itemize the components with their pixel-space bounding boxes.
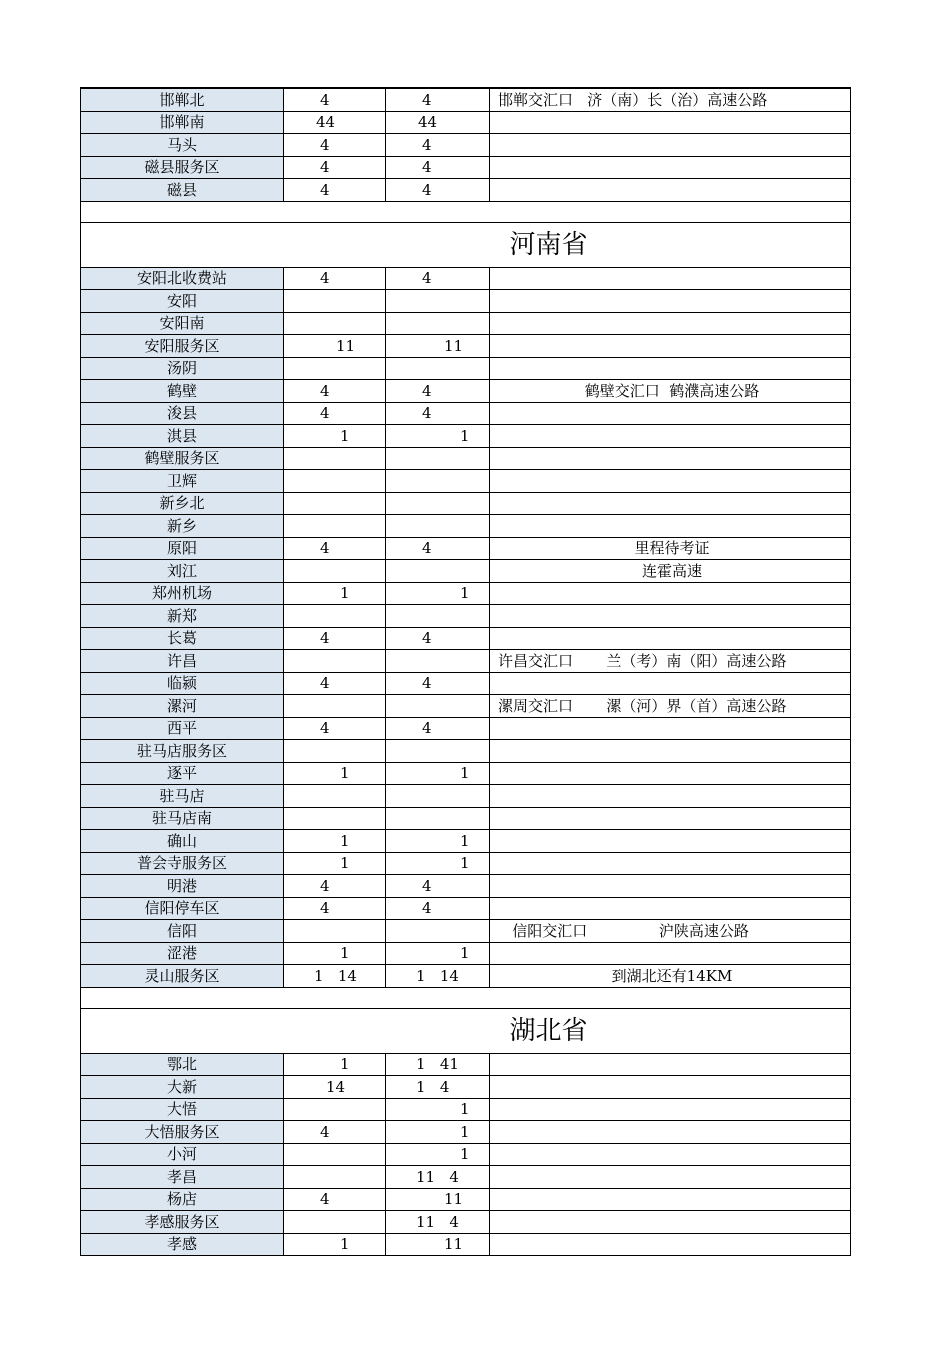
distance-b-cell: 1 (386, 582, 490, 605)
station-name-cell: 磁县服务区 (81, 156, 284, 179)
station-name-cell: 安阳北收费站 (81, 267, 284, 290)
distance-b-cell: 1 (386, 1121, 490, 1144)
distance-b-cell: 4 (386, 537, 490, 560)
station-name-cell: 原阳 (81, 537, 284, 560)
table-row (81, 965, 851, 988)
note-cell: 里程待考证 (490, 537, 851, 560)
distance-b-cell (386, 807, 490, 830)
section-header-row (81, 222, 851, 267)
mileage-table (80, 87, 851, 1256)
station-name-cell: 普会寺服务区 (81, 852, 284, 875)
note-cell: 到湖北还有14KM (490, 965, 851, 988)
station-name-cell: 信阳 (81, 920, 284, 943)
station-name-cell: 漯河 (81, 695, 284, 718)
note-cell (490, 402, 851, 425)
station-name-cell: 邯郸南 (81, 111, 284, 134)
note-cell (490, 605, 851, 628)
table-row (81, 1076, 851, 1099)
table-row (81, 582, 851, 605)
distance-a-cell (284, 807, 386, 830)
station-name-cell: 大悟服务区 (81, 1121, 284, 1144)
distance-a-cell: 4 (284, 267, 386, 290)
note-cell (490, 807, 851, 830)
distance-a-cell: 1 (284, 1233, 386, 1256)
distance-a-cell (284, 1211, 386, 1234)
station-name-cell: 鄂北 (81, 1053, 284, 1076)
station-name-cell: 杨店 (81, 1188, 284, 1211)
distance-b-cell: 11 4 (386, 1211, 490, 1234)
table-row (81, 156, 851, 179)
spacer-cell (81, 201, 851, 222)
note-cell (490, 852, 851, 875)
distance-b-cell (386, 470, 490, 493)
station-name-cell: 孝感服务区 (81, 1211, 284, 1234)
distance-a-cell (284, 695, 386, 718)
table-row (81, 312, 851, 335)
note-cell (490, 335, 851, 358)
table-row (81, 762, 851, 785)
note-cell (490, 1053, 851, 1076)
distance-a-cell (284, 785, 386, 808)
table-body (81, 88, 851, 1256)
distance-a-cell (284, 1098, 386, 1121)
distance-a-cell: 1 14 (284, 965, 386, 988)
distance-a-cell: 4 (284, 1188, 386, 1211)
table-row (81, 1143, 851, 1166)
note-cell (490, 830, 851, 853)
distance-a-cell: 1 (284, 942, 386, 965)
distance-b-cell (386, 492, 490, 515)
station-name-cell: 浚县 (81, 402, 284, 425)
distance-b-cell: 4 (386, 402, 490, 425)
distance-b-cell: 1 (386, 830, 490, 853)
station-name-cell: 邯郸北 (81, 88, 284, 111)
distance-a-cell (284, 312, 386, 335)
note-cell: 漯周交汇口 漯（河）界（首）高速公路 (490, 695, 851, 718)
spacer-row (81, 201, 851, 222)
note-cell (490, 111, 851, 134)
note-cell (490, 740, 851, 763)
note-cell (490, 1211, 851, 1234)
distance-a-cell (284, 492, 386, 515)
table-row (81, 447, 851, 470)
distance-b-cell: 4 (386, 134, 490, 157)
note-cell (490, 156, 851, 179)
table-row (81, 650, 851, 673)
distance-a-cell: 4 (284, 717, 386, 740)
distance-b-cell: 11 (386, 1233, 490, 1256)
table-row (81, 111, 851, 134)
note-cell (490, 875, 851, 898)
table-row (81, 1233, 851, 1256)
distance-a-cell: 44 (284, 111, 386, 134)
table-row (81, 88, 851, 111)
distance-b-cell (386, 515, 490, 538)
distance-b-cell: 4 (386, 897, 490, 920)
station-name-cell: 临颍 (81, 672, 284, 695)
table-row (81, 1188, 851, 1211)
distance-a-cell: 4 (284, 672, 386, 695)
mileage-sheet (80, 87, 850, 1256)
distance-b-cell (386, 920, 490, 943)
distance-a-cell: 4 (284, 875, 386, 898)
note-cell (490, 1098, 851, 1121)
distance-a-cell: 4 (284, 1121, 386, 1144)
station-name-cell: 卫辉 (81, 470, 284, 493)
distance-b-cell: 1 (386, 852, 490, 875)
distance-a-cell (284, 357, 386, 380)
note-cell: 邯郸交汇口 济（南）长（治）高速公路 (490, 88, 851, 111)
table-row (81, 1098, 851, 1121)
distance-b-cell: 11 4 (386, 1166, 490, 1189)
note-cell (490, 717, 851, 740)
distance-a-cell (284, 1143, 386, 1166)
table-row (81, 785, 851, 808)
table-row (81, 807, 851, 830)
note-cell (490, 290, 851, 313)
station-name-cell: 涩港 (81, 942, 284, 965)
station-name-cell: 孝昌 (81, 1166, 284, 1189)
note-cell (490, 582, 851, 605)
table-row (81, 1166, 851, 1189)
station-name-cell: 鹤壁 (81, 380, 284, 403)
distance-a-cell (284, 447, 386, 470)
distance-a-cell: 1 (284, 762, 386, 785)
distance-a-cell: 4 (284, 537, 386, 560)
distance-b-cell (386, 447, 490, 470)
note-cell (490, 470, 851, 493)
distance-b-cell (386, 695, 490, 718)
distance-b-cell: 4 (386, 672, 490, 695)
distance-b-cell: 1 14 (386, 965, 490, 988)
distance-a-cell: 11 (284, 335, 386, 358)
table-row (81, 537, 851, 560)
note-cell (490, 492, 851, 515)
distance-a-cell (284, 1166, 386, 1189)
note-cell (490, 785, 851, 808)
station-name-cell: 新郑 (81, 605, 284, 628)
distance-b-cell: 4 (386, 267, 490, 290)
table-row (81, 515, 851, 538)
station-name-cell: 小河 (81, 1143, 284, 1166)
distance-a-cell (284, 650, 386, 673)
distance-a-cell: 4 (284, 897, 386, 920)
spacer-row (81, 987, 851, 1008)
station-name-cell: 马头 (81, 134, 284, 157)
station-name-cell: 鹤壁服务区 (81, 447, 284, 470)
note-cell (490, 1233, 851, 1256)
distance-a-cell (284, 605, 386, 628)
table-row (81, 560, 851, 583)
table-row (81, 695, 851, 718)
note-cell (490, 515, 851, 538)
distance-b-cell: 4 (386, 627, 490, 650)
table-row (81, 1053, 851, 1076)
table-row (81, 357, 851, 380)
distance-a-cell: 1 (284, 830, 386, 853)
distance-b-cell: 1 (386, 425, 490, 448)
note-cell (490, 134, 851, 157)
table-row (81, 875, 851, 898)
table-row (81, 627, 851, 650)
station-name-cell: 逐平 (81, 762, 284, 785)
table-row (81, 942, 851, 965)
note-cell (490, 897, 851, 920)
distance-b-cell: 4 (386, 875, 490, 898)
table-row (81, 492, 851, 515)
table-row (81, 380, 851, 403)
station-name-cell: 汤阴 (81, 357, 284, 380)
section-header-row (81, 1008, 851, 1053)
note-cell (490, 1121, 851, 1144)
distance-b-cell: 11 (386, 335, 490, 358)
distance-b-cell: 4 (386, 156, 490, 179)
distance-a-cell (284, 560, 386, 583)
note-cell (490, 942, 851, 965)
distance-b-cell (386, 650, 490, 673)
spacer-cell (81, 987, 851, 1008)
note-cell: 许昌交汇口 兰（考）南（阳）高速公路 (490, 650, 851, 673)
note-cell (490, 1188, 851, 1211)
note-cell (490, 447, 851, 470)
station-name-cell: 信阳停车区 (81, 897, 284, 920)
distance-a-cell: 4 (284, 134, 386, 157)
distance-a-cell: 4 (284, 88, 386, 111)
station-name-cell: 新乡北 (81, 492, 284, 515)
table-row (81, 335, 851, 358)
note-cell (490, 425, 851, 448)
note-cell (490, 179, 851, 202)
distance-b-cell: 1 41 (386, 1053, 490, 1076)
note-cell (490, 762, 851, 785)
station-name-cell: 孝感 (81, 1233, 284, 1256)
distance-b-cell: 1 (386, 762, 490, 785)
distance-b-cell (386, 357, 490, 380)
section-title: 湖北省 (81, 1008, 851, 1053)
table-row (81, 470, 851, 493)
table-row (81, 852, 851, 875)
station-name-cell: 西平 (81, 717, 284, 740)
section-title: 河南省 (81, 222, 851, 267)
distance-b-cell (386, 312, 490, 335)
distance-b-cell (386, 290, 490, 313)
distance-b-cell (386, 605, 490, 628)
distance-a-cell: 4 (284, 627, 386, 650)
distance-b-cell: 4 (386, 380, 490, 403)
distance-a-cell: 1 (284, 852, 386, 875)
distance-b-cell: 44 (386, 111, 490, 134)
note-cell: 信阳交汇口 沪陕高速公路 (490, 920, 851, 943)
table-row (81, 605, 851, 628)
table-row (81, 1211, 851, 1234)
station-name-cell: 安阳南 (81, 312, 284, 335)
distance-a-cell (284, 920, 386, 943)
table-row (81, 717, 851, 740)
note-cell (490, 672, 851, 695)
note-cell: 鹤壁交汇口 鹤濮高速公路 (490, 380, 851, 403)
distance-b-cell: 1 (386, 1098, 490, 1121)
distance-a-cell (284, 470, 386, 493)
station-name-cell: 确山 (81, 830, 284, 853)
table-row (81, 830, 851, 853)
distance-a-cell (284, 290, 386, 313)
station-name-cell: 大悟 (81, 1098, 284, 1121)
distance-a-cell (284, 515, 386, 538)
station-name-cell: 刘江 (81, 560, 284, 583)
distance-b-cell: 1 (386, 942, 490, 965)
distance-a-cell: 4 (284, 179, 386, 202)
table-row (81, 290, 851, 313)
note-cell (490, 357, 851, 380)
distance-a-cell: 4 (284, 380, 386, 403)
station-name-cell: 许昌 (81, 650, 284, 673)
distance-b-cell: 4 (386, 179, 490, 202)
station-name-cell: 长葛 (81, 627, 284, 650)
station-name-cell: 明港 (81, 875, 284, 898)
distance-a-cell: 4 (284, 156, 386, 179)
note-cell (490, 627, 851, 650)
table-row (81, 267, 851, 290)
distance-a-cell: 1 (284, 582, 386, 605)
station-name-cell: 驻马店 (81, 785, 284, 808)
distance-a-cell (284, 740, 386, 763)
distance-a-cell: 1 (284, 1053, 386, 1076)
distance-b-cell: 11 (386, 1188, 490, 1211)
table-row (81, 740, 851, 763)
station-name-cell: 大新 (81, 1076, 284, 1099)
table-row (81, 920, 851, 943)
note-cell (490, 1166, 851, 1189)
station-name-cell: 驻马店服务区 (81, 740, 284, 763)
distance-a-cell: 14 (284, 1076, 386, 1099)
table-row (81, 402, 851, 425)
distance-b-cell: 1 4 (386, 1076, 490, 1099)
note-cell (490, 267, 851, 290)
note-cell (490, 1076, 851, 1099)
table-row (81, 179, 851, 202)
table-row (81, 672, 851, 695)
note-cell: 连霍高速 (490, 560, 851, 583)
station-name-cell: 安阳服务区 (81, 335, 284, 358)
distance-a-cell: 1 (284, 425, 386, 448)
distance-b-cell (386, 785, 490, 808)
note-cell (490, 1143, 851, 1166)
table-row (81, 425, 851, 448)
table-row (81, 1121, 851, 1144)
distance-b-cell (386, 560, 490, 583)
note-cell (490, 312, 851, 335)
station-name-cell: 新乡 (81, 515, 284, 538)
station-name-cell: 磁县 (81, 179, 284, 202)
station-name-cell: 郑州机场 (81, 582, 284, 605)
distance-b-cell: 1 (386, 1143, 490, 1166)
station-name-cell: 驻马店南 (81, 807, 284, 830)
table-row (81, 134, 851, 157)
distance-b-cell: 4 (386, 88, 490, 111)
station-name-cell: 淇县 (81, 425, 284, 448)
distance-b-cell: 4 (386, 717, 490, 740)
table-row (81, 897, 851, 920)
distance-b-cell (386, 740, 490, 763)
distance-a-cell: 4 (284, 402, 386, 425)
station-name-cell: 安阳 (81, 290, 284, 313)
station-name-cell: 灵山服务区 (81, 965, 284, 988)
